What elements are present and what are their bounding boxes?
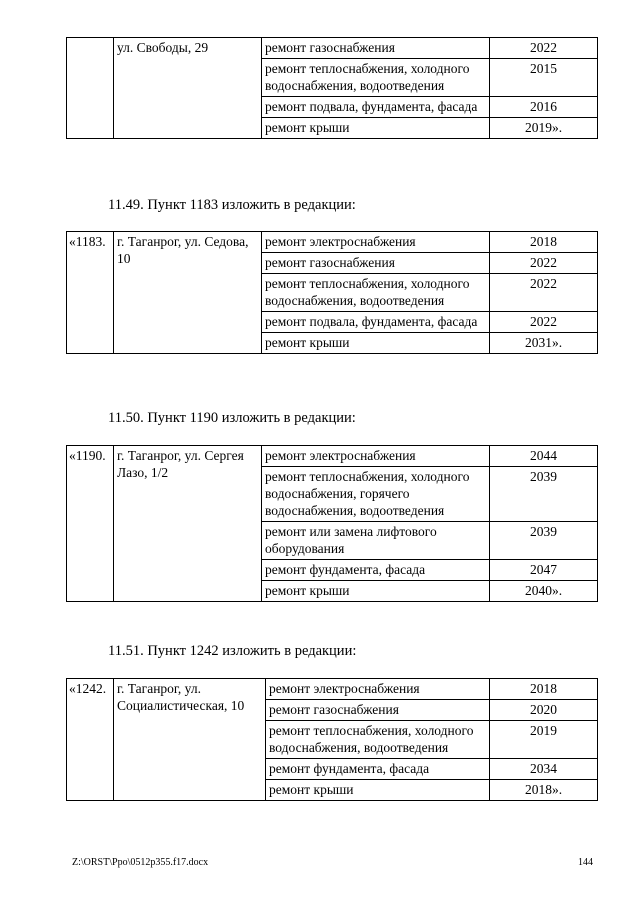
year-cell: 2016 (490, 97, 598, 118)
item-number-cell: «1183. (67, 232, 114, 354)
footer-file-path: Z:\ORST\Ppo\0512p355.f17.docx (72, 857, 209, 868)
work-cell: ремонт крыши (262, 118, 490, 139)
table-row (67, 446, 598, 467)
work-cell: ремонт электроснабжения (262, 232, 490, 253)
table-row (67, 38, 598, 59)
work-cell: ремонт подвала, фундамента, фасада (262, 97, 490, 118)
year-cell: 2039 (490, 522, 598, 560)
year-cell: 2022 (490, 274, 598, 312)
year-cell: 2015 (490, 59, 598, 97)
work-cell: ремонт газоснабжения (262, 38, 490, 59)
work-cell: ремонт теплоснабжения, холодного водоснабжения, горячего водоснабжения, водоотведения (262, 467, 490, 522)
year-cell: 2020 (490, 700, 598, 721)
address-cell: ул. Свободы, 29 (114, 38, 262, 139)
table-item-1242 (66, 678, 598, 801)
year-cell: 2022 (490, 38, 598, 59)
table-item-1183 (66, 231, 598, 354)
year-cell: 2018». (490, 780, 598, 801)
table-row (67, 679, 598, 700)
item-number-cell: «1242. (67, 679, 114, 801)
year-cell: 2047 (490, 560, 598, 581)
year-cell: 2019». (490, 118, 598, 139)
page-number: 144 (578, 857, 593, 868)
work-cell: ремонт электроснабжения (266, 679, 490, 700)
table-row (67, 232, 598, 253)
year-cell: 2018 (490, 679, 598, 700)
address-cell: г. Таганрог, ул. Социалистическая, 10 (114, 679, 266, 801)
year-cell: 2039 (490, 467, 598, 522)
year-cell: 2044 (490, 446, 598, 467)
item-number-cell: «1190. (67, 446, 114, 602)
work-cell: ремонт крыши (262, 333, 490, 354)
year-cell: 2031». (490, 333, 598, 354)
year-cell: 2040». (490, 581, 598, 602)
address-cell: г. Таганрог, ул. Сергея Лазо, 1/2 (114, 446, 262, 602)
work-cell: ремонт электроснабжения (262, 446, 490, 467)
item-number-cell (67, 38, 114, 139)
heading-item-1190: 11.50. Пункт 1190 изложить в редакции: (108, 410, 356, 426)
year-cell: 2019 (490, 721, 598, 759)
year-cell: 2034 (490, 759, 598, 780)
work-cell: ремонт крыши (266, 780, 490, 801)
year-cell: 2022 (490, 312, 598, 333)
work-cell: ремонт крыши (262, 581, 490, 602)
heading-item-1242: 11.51. Пункт 1242 изложить в редакции: (108, 643, 357, 659)
year-cell: 2022 (490, 253, 598, 274)
work-cell: ремонт газоснабжения (266, 700, 490, 721)
work-cell: ремонт или замена лифтового оборудования (262, 522, 490, 560)
work-cell: ремонт теплоснабжения, холодного водоснабжения, водоотведения (262, 59, 490, 97)
address-cell: г. Таганрог, ул. Седова, 10 (114, 232, 262, 354)
heading-item-1183: 11.49. Пункт 1183 изложить в редакции: (108, 197, 356, 213)
work-cell: ремонт теплоснабжения, холодного водоснабжения, водоотведения (262, 274, 490, 312)
year-cell: 2018 (490, 232, 598, 253)
table-item-1190 (66, 445, 598, 602)
table-svobody-29 (66, 37, 598, 139)
work-cell: ремонт теплоснабжения, холодного водоснабжения, водоотведения (266, 721, 490, 759)
work-cell: ремонт газоснабжения (262, 253, 490, 274)
work-cell: ремонт фундамента, фасада (266, 759, 490, 780)
work-cell: ремонт фундамента, фасада (262, 560, 490, 581)
work-cell: ремонт подвала, фундамента, фасада (262, 312, 490, 333)
